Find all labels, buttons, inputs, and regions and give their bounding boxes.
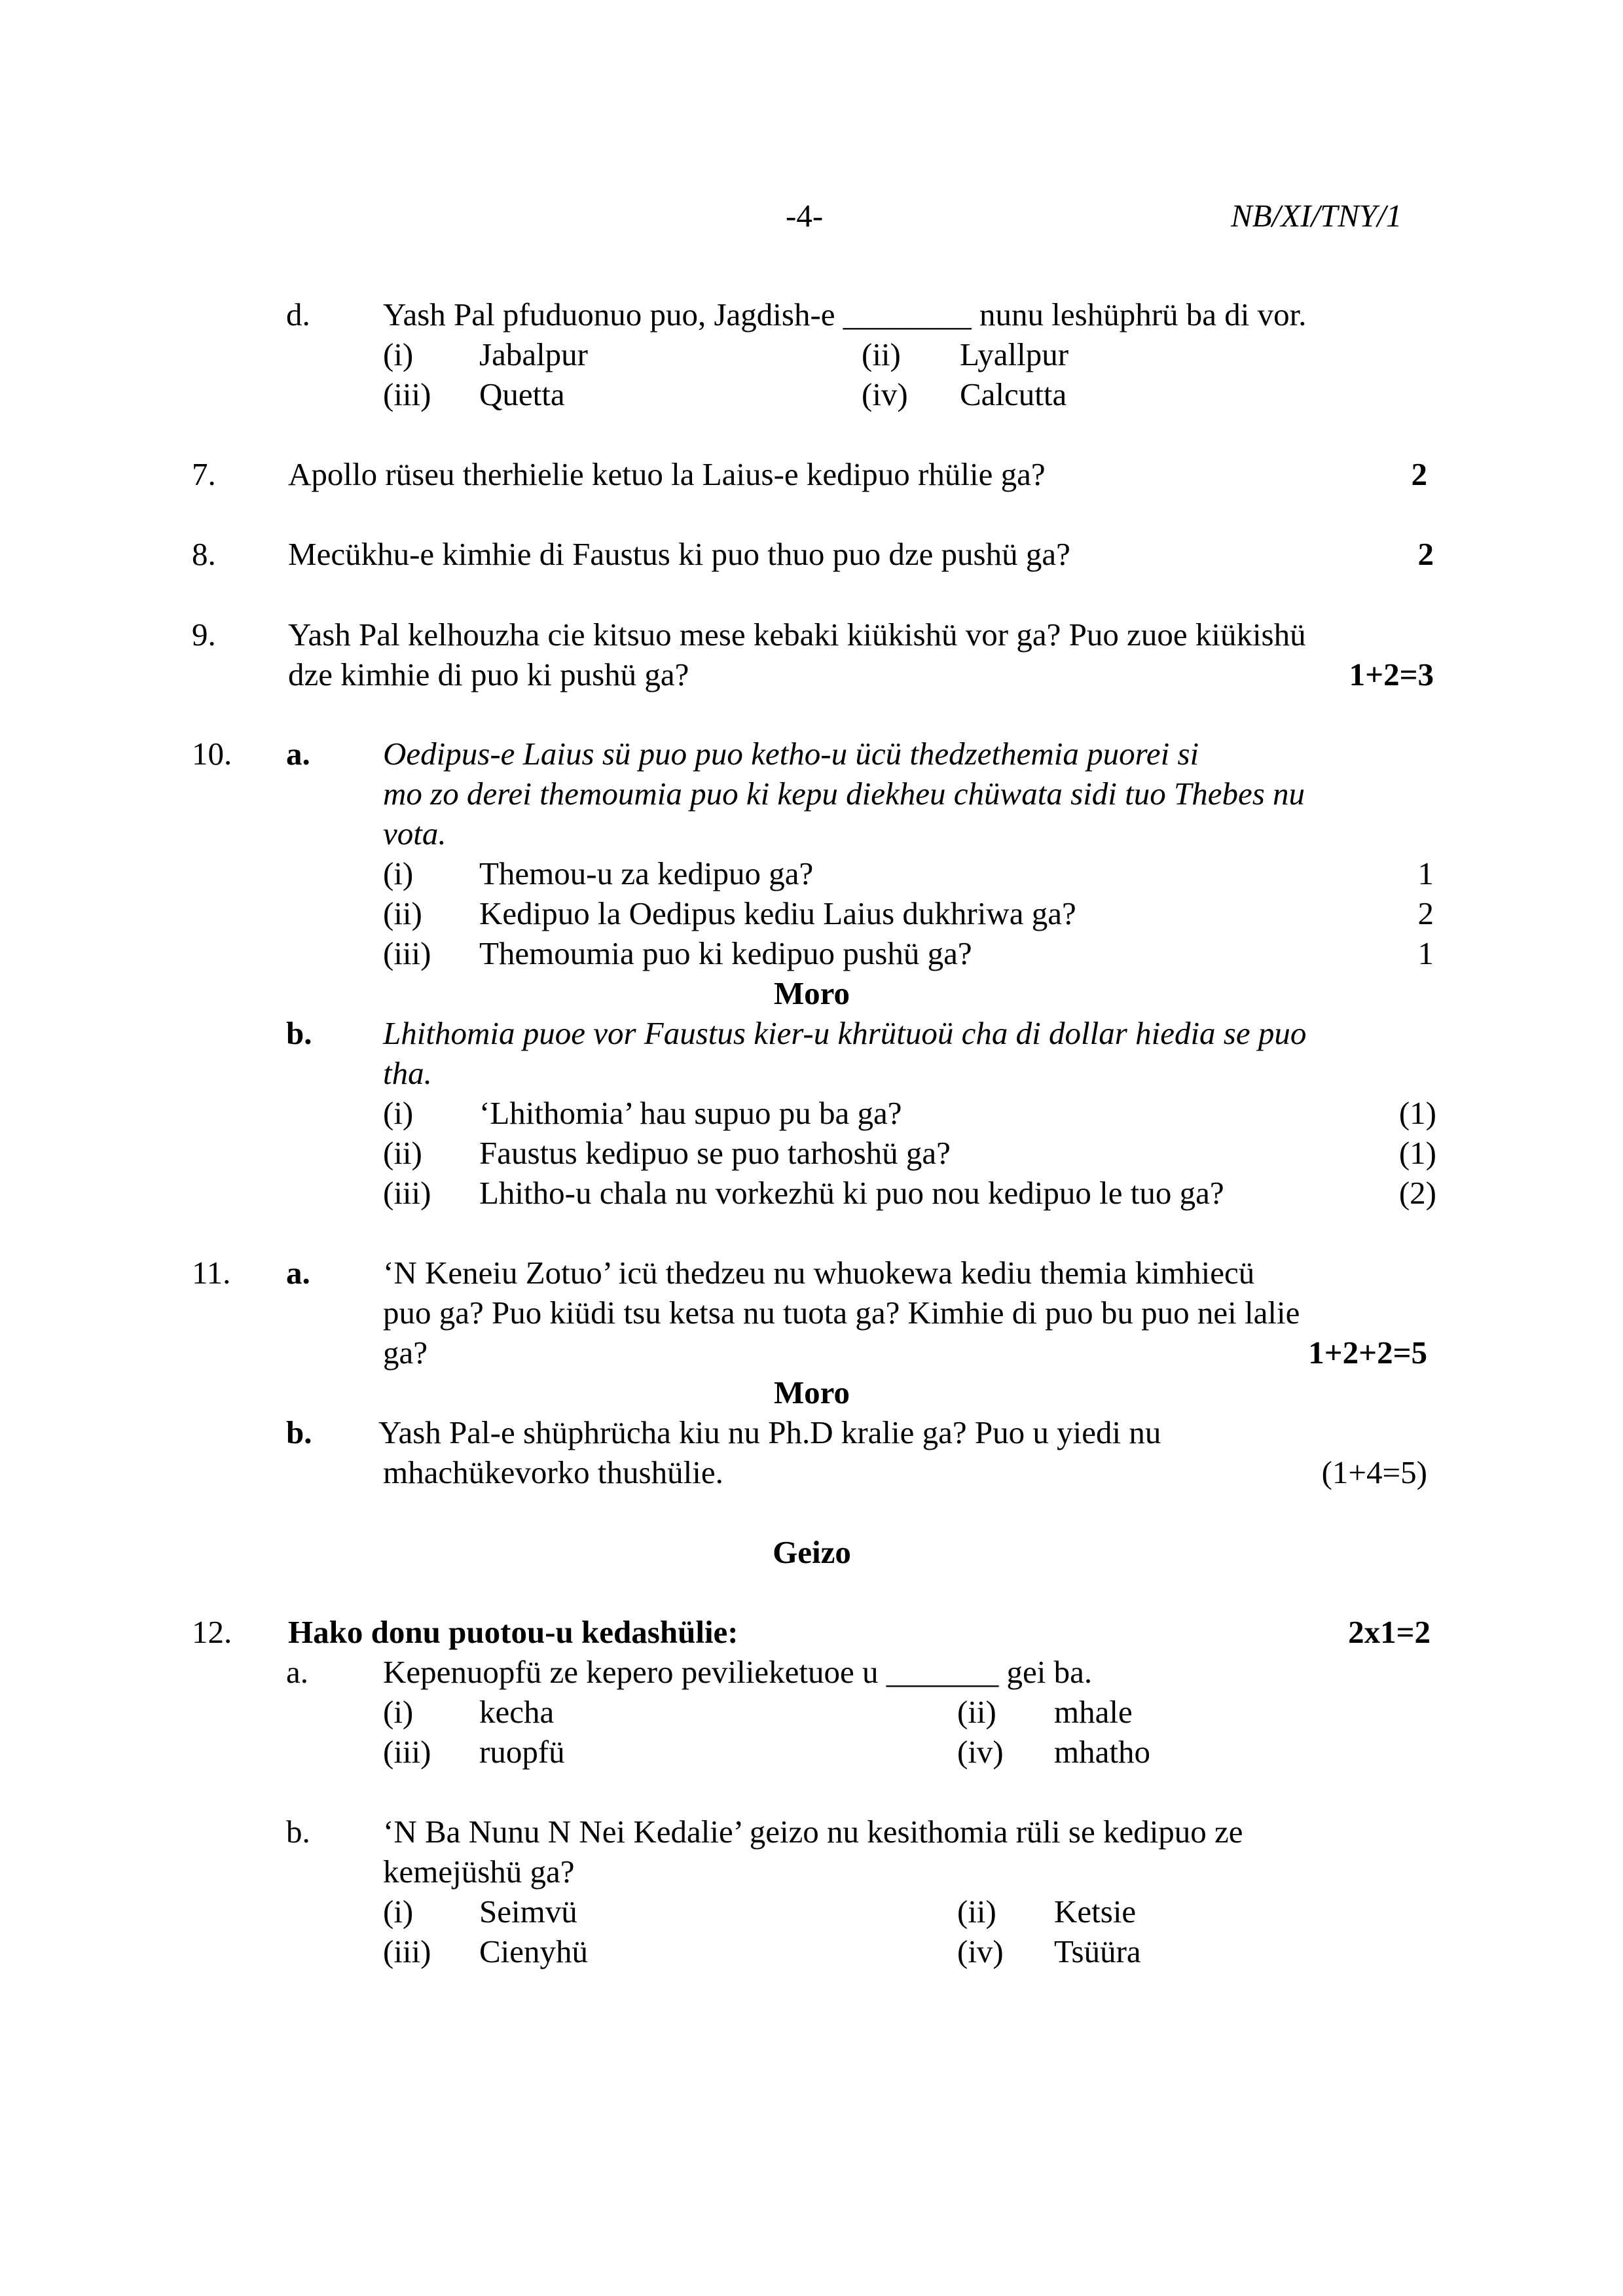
question-text-line: ‘N Keneiu Zotuo’ icü thedzeu nu whuokewa kediu themia kimhiecü (383, 1255, 1255, 1291)
item-num: (iii) (383, 1175, 431, 1211)
option-text: Tsüüra (1054, 1933, 1141, 1969)
question-letter: b. (286, 1414, 312, 1450)
option-num: (iii) (383, 1933, 431, 1969)
question-text-line: puo ga? Puo kiüdi tsu ketsa nu tuota ga? Kimhie di puo bu puo nei lalie (383, 1295, 1300, 1331)
question-letter: b. (286, 1814, 310, 1850)
option-text: Ketsie (1054, 1893, 1137, 1929)
question-letter: b. (286, 1015, 312, 1051)
option-num: (i) (383, 336, 414, 372)
option-num: (iv) (957, 1933, 1004, 1969)
question-text-line: ‘N Ba Nunu N Nei Kedalie’ geizo nu kesithomia rüli se kedipuo ze (383, 1814, 1243, 1850)
option-text: mhale (1054, 1694, 1133, 1730)
passage-line: tha. (383, 1055, 432, 1091)
question-heading: Hako donu puotou-u kedashülie: (288, 1614, 739, 1650)
item-text: Themoumia puo ki kedipuo pushü ga? (479, 935, 972, 971)
question-text: Mecükhu-e kimhie di Faustus ki puo thuo puo dze pushü ga? (288, 536, 1070, 572)
question-text-line: Yash Pal kelhouzha cie kitsuo mese kebaki kiükishü vor ga? Puo zuoe kiükishü (288, 617, 1306, 653)
question-number: 11. (192, 1255, 231, 1291)
option-text: Lyallpur (960, 336, 1069, 372)
question-text: Yash Pal pfuduonuo puo, Jagdish-e ________ nunu leshüphrü ba di vor. (383, 296, 1307, 332)
option-num: (ii) (862, 336, 901, 372)
option-text: ruopfü (479, 1734, 565, 1770)
question-text-line: Yash Pal-e shüphrücha kiu nu Ph.D kralie ga? Puo u yiedi nu (378, 1414, 1161, 1450)
question-letter: a. (286, 1255, 310, 1291)
option-num: (i) (383, 1893, 414, 1929)
option-num: (ii) (957, 1893, 996, 1929)
item-num: (i) (383, 855, 414, 891)
question-text: Apollo rüseu therhielie ketuo la Laius-e kedipuo rhülie ga? (288, 456, 1046, 492)
question-number: 7. (192, 456, 216, 492)
marks: 1+2+2=5 (1308, 1335, 1427, 1371)
item-num: (ii) (383, 1135, 422, 1171)
option-text: kecha (479, 1694, 555, 1730)
marks: 1 (1417, 935, 1434, 971)
passage-line: Oedipus-e Laius sü puo puo ketho-u ücü thedzethemia puorei si (383, 736, 1199, 772)
document-code: NB/XI/TNY/1 (1231, 198, 1402, 234)
option-num: (i) (383, 1694, 414, 1730)
item-num: (i) (383, 1095, 414, 1131)
or-label: Moro (773, 1374, 850, 1410)
question-number: 12. (192, 1614, 232, 1650)
option-text: Cienyhü (479, 1933, 589, 1969)
question-text-line: dze kimhie di puo ki pushü ga? (288, 656, 689, 692)
question-text-line: ga? (383, 1335, 428, 1371)
question-letter: a. (286, 736, 310, 772)
option-num: (iv) (862, 376, 908, 412)
marks: (1) (1398, 1095, 1436, 1131)
option-text: Jabalpur (479, 336, 588, 372)
option-num: (iv) (957, 1734, 1004, 1770)
option-text: Calcutta (960, 376, 1067, 412)
question-text-line: kemejüshü ga? (383, 1854, 575, 1890)
item-text: Kedipuo la Oedipus kediu Laius dukhriwa ga? (479, 895, 1076, 931)
item-text: Faustus kedipuo se puo tarhoshü ga? (479, 1135, 951, 1171)
option-text: Seimvü (479, 1893, 577, 1929)
question-text: Kepenuopfü ze kepero pevilieketuoe u _______ gei ba. (383, 1654, 1093, 1690)
passage-line: mo zo derei themoumia puo ki kepu diekheu chüwata sidi tuo Thebes nu (383, 776, 1305, 812)
question-letter: d. (286, 296, 310, 332)
marks: 2 (1411, 456, 1427, 492)
section-title: Geizo (773, 1534, 851, 1570)
marks: (1) (1398, 1135, 1436, 1171)
marks: 2 (1417, 895, 1434, 931)
or-label: Moro (773, 975, 850, 1011)
option-num: (ii) (957, 1694, 996, 1730)
marks: (2) (1398, 1175, 1436, 1211)
option-text: mhatho (1054, 1734, 1150, 1770)
question-letter: a. (286, 1654, 308, 1690)
item-text: Lhitho-u chala nu vorkezhü ki puo nou kedipuo le tuo ga? (479, 1175, 1224, 1211)
question-text-line: mhachükevorko thushülie. (383, 1454, 723, 1490)
question-number: 9. (192, 617, 216, 653)
question-number: 10. (192, 736, 232, 772)
marks: 2 (1417, 536, 1434, 572)
option-text: Quetta (479, 376, 565, 412)
option-num: (iii) (383, 376, 431, 412)
option-num: (iii) (383, 1734, 431, 1770)
passage-line: Lhithomia puoe vor Faustus kier-u khrütuoü cha di dollar hiedia se puo (383, 1015, 1307, 1051)
item-text: ‘Lhithomia’ hau supuo pu ba ga? (479, 1095, 902, 1131)
page-number: -4- (786, 198, 824, 234)
marks: 2x1=2 (1348, 1614, 1431, 1650)
item-text: Themou-u za kedipuo ga? (479, 855, 814, 891)
item-num: (iii) (383, 935, 431, 971)
passage-line: vota. (383, 816, 447, 852)
marks: 1 (1417, 855, 1434, 891)
marks: (1+4=5) (1321, 1454, 1427, 1490)
item-num: (ii) (383, 895, 422, 931)
marks: 1+2=3 (1349, 656, 1434, 692)
question-number: 8. (192, 536, 216, 572)
